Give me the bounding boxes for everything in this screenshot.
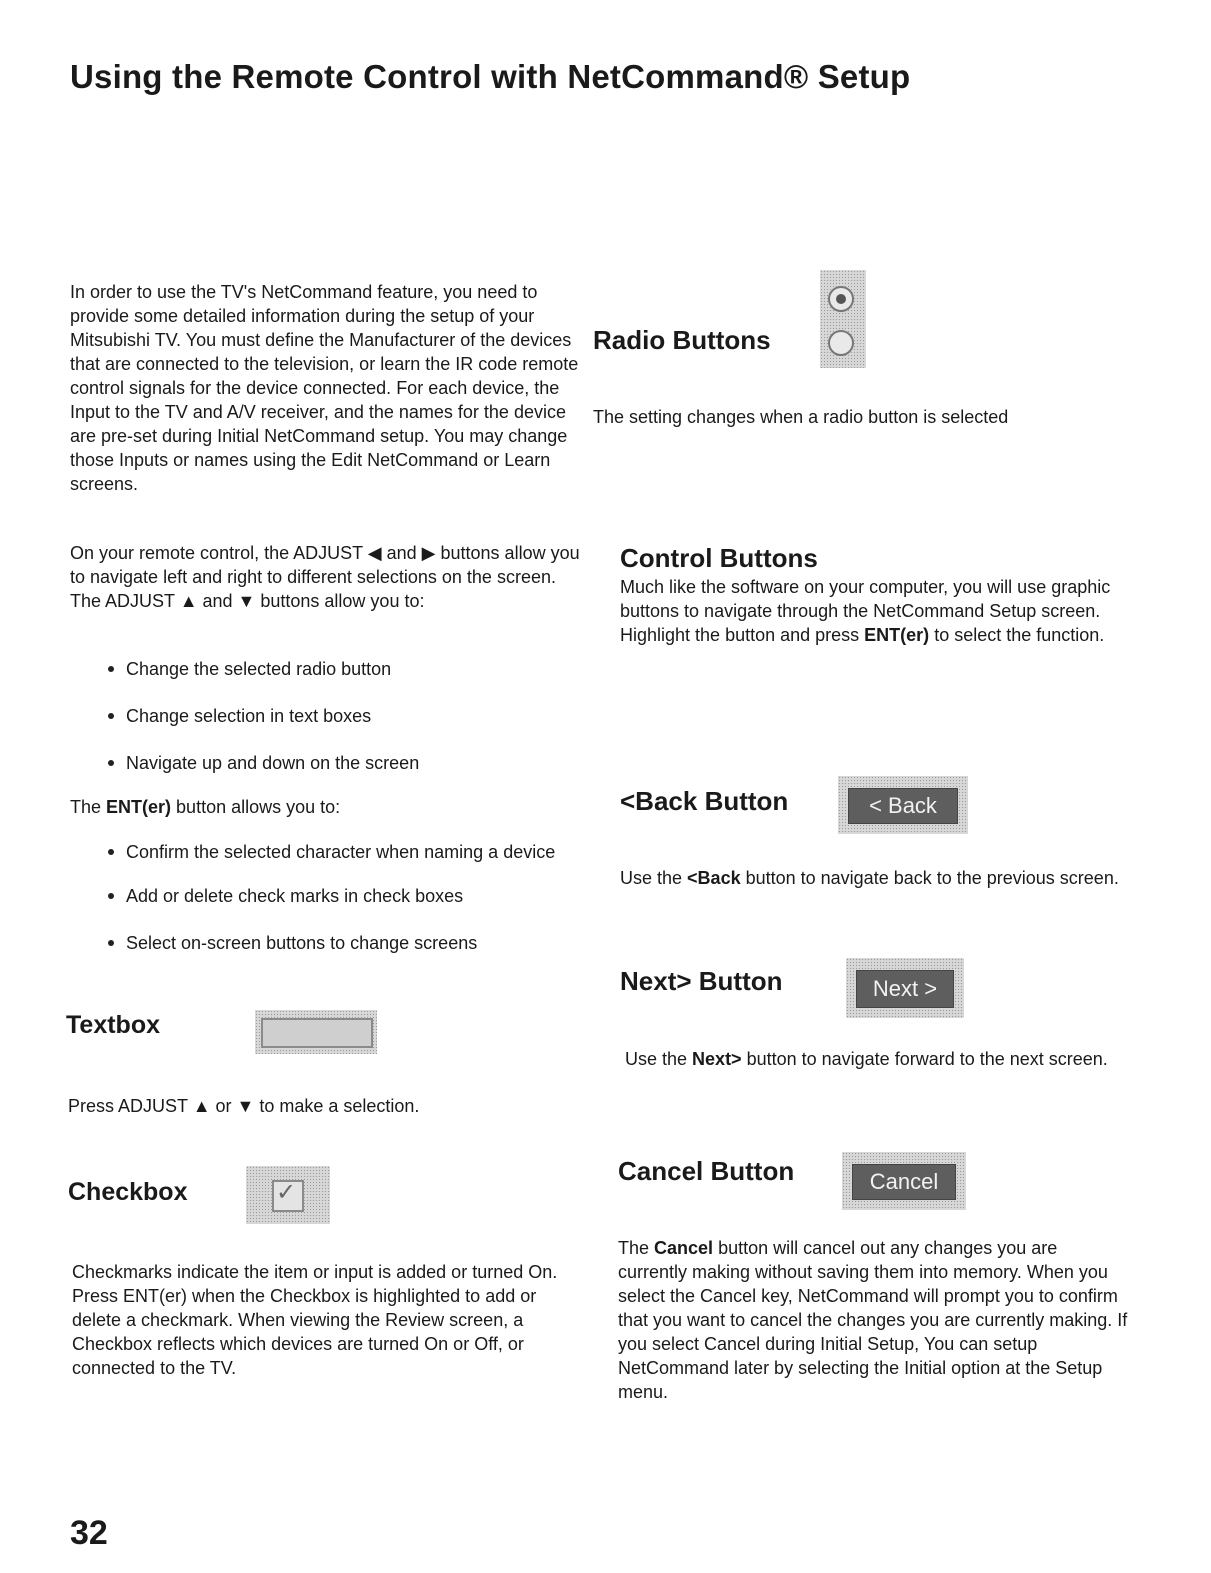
- enter-bullet-list: [70, 840, 570, 955]
- checkbox-heading: Checkbox: [68, 1178, 188, 1206]
- control-buttons-key: ENT(er): [864, 625, 930, 645]
- next-button[interactable]: Next >: [856, 970, 954, 1008]
- list-item: Change the selected radio button: [70, 657, 580, 681]
- list-item: Add or delete check marks in check boxes: [70, 884, 570, 908]
- list-item: Select on-screen buttons to change screens: [70, 931, 570, 955]
- radio-buttons-illustration: [820, 270, 866, 368]
- enter-prefix: The: [70, 797, 107, 817]
- enter-key: ENT(er): [106, 797, 172, 817]
- cancel-desc-pre: The: [618, 1238, 655, 1258]
- back-desc-post: button to navigate back to the previous screen.: [740, 868, 1119, 888]
- back-button-description: [620, 866, 1140, 890]
- cancel-desc-key: Cancel: [654, 1238, 714, 1258]
- textbox-description: Press ADJUST ▲ or ▼ to make a selection.: [68, 1096, 420, 1116]
- next-button-description: [625, 1047, 1145, 1071]
- next-button-illustration: [846, 958, 964, 1018]
- next-desc-pre: Use the: [625, 1049, 693, 1069]
- next-desc-key: Next>: [692, 1049, 742, 1069]
- checkbox-illustration: [246, 1166, 330, 1224]
- textbox-illustration: [255, 1010, 377, 1054]
- cancel-desc-post: button will cancel out any changes you are currently making without saving them into memory. When you select the Cancel key, NetCommand will prompt you to confirm that you want to cancel the changes you are currently making. If you select Cancel during Initial Setup, You can setup NetCommand later by selecting the Initial option at the Setup menu.: [618, 1238, 1128, 1402]
- radio-buttons-description: The setting changes when a radio button is selected: [593, 407, 1009, 427]
- next-button-heading: Next> Button: [620, 966, 783, 996]
- control-buttons-heading: Control Buttons: [620, 543, 818, 573]
- enter-suffix: button allows you to:: [171, 797, 341, 817]
- radio-unselected-icon: [828, 330, 854, 356]
- enter-paragraph: [70, 795, 580, 819]
- back-button-illustration: [838, 776, 968, 834]
- checkmark-icon: ✓: [276, 1179, 297, 1206]
- cancel-button-description: [618, 1236, 1128, 1404]
- navigation-paragraph: On your remote control, the ADJUST ◀ and ▶ buttons allow you to navigate left and right to different selections on the screen. The ADJUST ▲ and ▼ buttons allow you to:: [70, 543, 580, 611]
- radio-buttons-heading: Radio Buttons: [593, 325, 771, 355]
- next-desc-post: button to navigate forward to the next screen.: [741, 1049, 1108, 1069]
- list-item: Confirm the selected character when naming a device: [70, 840, 570, 864]
- textbox-heading: Textbox: [66, 1011, 160, 1039]
- list-item: Change selection in text boxes: [70, 704, 580, 728]
- page-number: 32: [70, 1514, 108, 1552]
- cancel-button-heading: Cancel Button: [618, 1156, 795, 1186]
- page-title: Using the Remote Control with NetCommand® Setup: [70, 58, 911, 95]
- back-desc-key: <Back: [687, 868, 741, 888]
- radio-selected-icon: [828, 286, 854, 312]
- intro-paragraph: In order to use the TV's NetCommand feature, you need to provide some detailed information during the setup of your Mitsubishi TV. You must define the Manufacturer of the devices that are connected to the television, or learn the IR code remote control signals for the device connected. For each device, the Input to the TV and A/V receiver, and the names for the device are pre-set during Initial NetCommand setup. You may change those Inputs or names using the Edit NetCommand or Learn screens.: [70, 282, 579, 494]
- checkbox-description: Checkmarks indicate the item or input is added or turned On. Press ENT(er) when the Checkbox is highlighted to add or delete a checkmark. When viewing the Review screen, a Checkbox reflects which devices are turned On or Off, or connected to the TV.: [72, 1262, 558, 1378]
- control-buttons-desc-post: to select the function.: [929, 625, 1105, 645]
- back-button-heading: <Back Button: [620, 786, 789, 816]
- cancel-button[interactable]: Cancel: [852, 1164, 956, 1200]
- control-buttons-description: [620, 575, 1140, 647]
- list-item: Navigate up and down on the screen: [70, 751, 580, 775]
- control-buttons-desc-pre: Much like the software on your computer, you will use graphic buttons to navigate through the NetCommand Setup screen. Highlight the button and press: [620, 577, 1111, 645]
- cancel-button-illustration: [842, 1152, 966, 1210]
- back-desc-pre: Use the: [620, 868, 688, 888]
- back-button[interactable]: < Back: [848, 788, 958, 824]
- navigation-bullet-list: [70, 657, 580, 775]
